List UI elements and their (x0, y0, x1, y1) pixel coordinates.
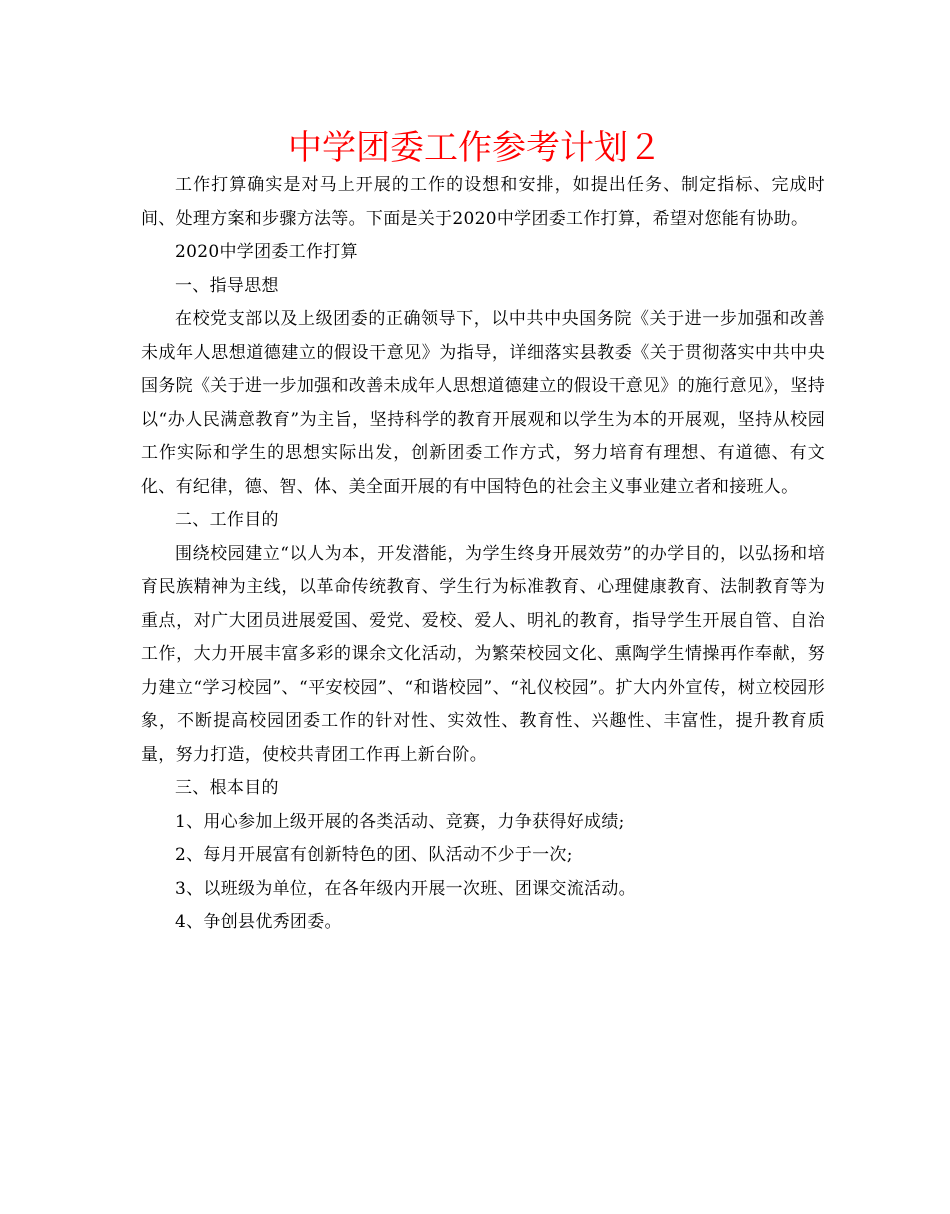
list-item-goal-3: 3、以班级为单位，在各年级内开展一次班、团课交流活动。 (175, 878, 636, 899)
section-heading-basic-goal: 三、根本目的 (175, 778, 279, 798)
section-heading-guiding-thought: 一、指导思想 (175, 275, 279, 296)
document-body (141, 169, 825, 940)
paragraph-plan-heading: 2020中学团委工作打算 (175, 242, 358, 262)
list-item-goal-4: 4、争创县优秀团委。 (175, 912, 342, 932)
paragraph-guiding-thought: 在校党支部以及上级团委的正确领导下，以中共中央国务院《关于进一步加强和改善未成年人思想道德建立的假设干意见》为指导，详细落实县教委《关于贯彻落实中共中央国务院《关于进一步加强和改善未成年人思想道德建立的假设干意见》的施行意见》，坚持以“办人民满意教育”为主旨，坚持科学的教育开展观和以学生为本的开展观，坚持从校园工作实际和学生的思想实际出发，创新团委工作方式，努力培育有理想、有道德、有文化、有纪律，德、智、体、美全面开展的有中国特色的社会主义事业建立者和接班人。 (141, 309, 825, 497)
paragraph-work-goal: 围绕校园建立“以人为本，开发潜能，为学生终身开展效劳”的办学目的，以弘扬和培育民族精神为主线，以革命传统教育、学生行为标准教育、心理健康教育、法制教育等为重点，对广大团员进展爱国、爱党、爱校、爱人、明礼的教育，指导学生开展自管、自治工作，大力开展丰富多彩的课余文化活动，为繁荣校园文化、熏陶学生情操再作奉献，努力建立“学习校园”、“平安校园”、“和谐校园”、“礼仪校园”。扩大内外宣传，树立校园形象，不断提高校园团委工作的针对性、实效性、教育性、兴趣性、丰富性，提升教育质量，努力打造，使校共青团工作再上新台阶。 (141, 543, 825, 765)
list-item-goal-2: 2、每月开展富有创新特色的团、队活动不少于一次; (175, 845, 573, 865)
paragraph-intro: 工作打算确实是对马上开展的工作的设想和安排，如提出任务、制定指标、完成时间、处理方案和步骤方法等。下面是关于2020中学团委工作打算，希望对您能有协助。 (141, 175, 825, 229)
list-item-goal-1: 1、用心参加上级开展的各类活动、竞赛，力争获得好成绩; (175, 811, 625, 832)
document-title: 中学团委工作参考计划２ (288, 128, 662, 168)
section-heading-work-goal: 二、工作目的 (175, 510, 279, 530)
